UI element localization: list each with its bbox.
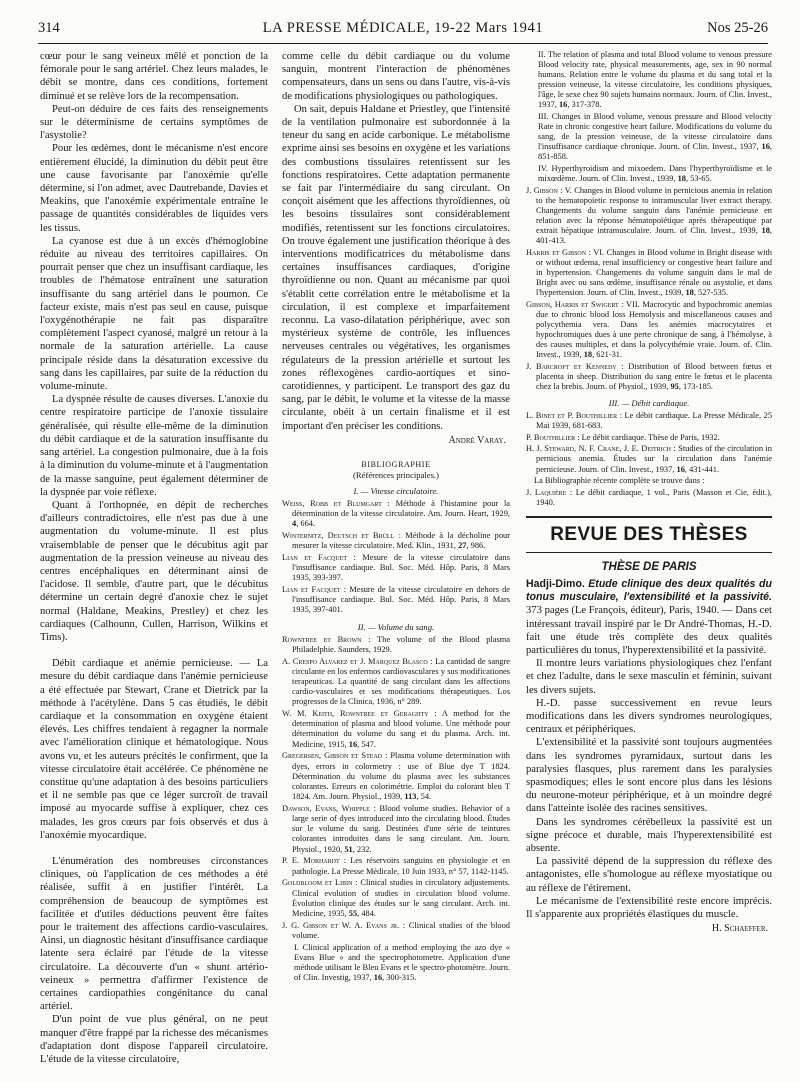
bibliography-subheading: (Références principales.) <box>353 469 439 480</box>
running-header <box>38 18 768 40</box>
section-rule-bottom <box>526 552 772 553</box>
header-rule <box>38 43 768 44</box>
reference-item: P. E. Morhardt : Les réservoirs sanguins en physiologie et en pathologie. La Presse Médicale, 10 Juin 1933, n° 57, 1142-1145. <box>282 856 510 876</box>
reference-item: W. M. Keith, Rowntree et Geraghty : A method for the determination of plasma and blood volume. Une méthode pour détermination du volume du sang et du plasma. Arch. int. Medicine, 1915, 16, 547. <box>282 709 510 749</box>
paragraph: La passivité dépend de la suppression du réflexe des antagonistes, elle s'homologue au réflexe myostatique ou au réflexe de l'étirement. <box>526 856 772 894</box>
column-2 <box>282 50 510 1074</box>
section-subtitle: THÈSE DE PARIS <box>601 560 697 573</box>
section-rule-top <box>526 516 772 518</box>
paragraph: Le mécanisme de l'extensibilité reste encore imprécis. Il s'apparente aux propriétés élastiques du muscle. <box>526 895 772 921</box>
reference-list <box>526 488 772 508</box>
reference-list <box>526 411 772 475</box>
reference-item: Gregersen, Gibson et Stead : Plasma volume determination with dyes, errors in colormetry : use of Blue dye T 1824. Détermination du volume du plasma avec les substances colorantes. Erreurs en colorimétrie. Emploi du colorant bleu T 1824. Am. Journ. Physiol., 1939, 113, 54. <box>282 751 510 802</box>
reference-item: J. G. Gibson et W. A. Evans jr. : Clinical studies of the blood volume. <box>282 920 510 940</box>
thesis-description: 373 pages (Le François, éditeur), Paris, 1940. — Dans cet intéressant travail inspiré par le Dr André-Thomas, H.-D. fait une étude très complète des deux qualités particulières du tonus, l'hyperextensibilité et la passivité. <box>526 605 772 656</box>
reference-item: Gibson, Harris et Swigert : VII. Macrocytic and hypochromic anemias due to chronic blood loss Hemolysis and miscellaneous causes and polycythemia vera. Dans les anémies macrocytaires et hypochromiques dues à une perte chronique de sang, à l'hémolyse, à des causes multiples, et dans la polycythémie vraie. Journ. of. Clin. Invest., 1939, 18, 621-31. <box>526 299 772 360</box>
page-number: 314 <box>38 20 60 36</box>
paragraph: Dans les syndromes cérébelleux la passivité est un signe précoce et durable, mais l'hyperextensibilité est absente. <box>526 816 772 854</box>
reference-item: H. J. Steward, N. F. Crane, J. E. Deitrich : Studies of the circulation in pernicious anemia. Études sur la circulation dans l'anémie pernicieuse. Journ. of Clin. Invest., 1937, 16, 431-441. <box>526 444 772 474</box>
reference-item: Winternitz, Deutsch et Brüll : Méthode à la décholine pour mesurer la vitesse circulatoire. Med. Klin., 1931, 27, 986. <box>282 531 510 551</box>
paragraph: La dyspnée résulte de causes diverses. L'anoxie du centre respiratoire participe de l'anoxie tissulaire généralisée, qui résulte elle-même de la diminution du débit cardiaque et de la saturation insuffisante du sang artériel. La congestion pulmonaire, due à la fois à la diminution du volume-minute et à l'augmentation de la masse sanguine, peut également déterminer de la dyspnée par voie réflexe. <box>40 394 268 498</box>
bibliography-note: La Bibliographie récente complète se trouve dans : <box>534 476 705 486</box>
paragraph: L'extensibilité et la passivité sont toujours augmentées dans les syndromes pyramidaux, surtout dans les paralysies flasques, plus rarement dans les paralysies spasmodiques; elles le sont encore plus dans les lésions du neurone-moteur périphérique, et à un moindre degré dans l'atteinte isolée des racines sensitives. <box>526 737 772 815</box>
paragraph: Débit cardiaque et anémie pernicieuse. — La mesure du débit cardiaque dans l'anémie pernicieuse a été effectuée par Stewart, Crane et Dietrick par la méthode à l'acétylène. Dans 5 cas étudiés, le débit cardiaque et la consommation en oxygène étaient élevés. Les chiffres tendaient à regagner la normale avec l'amélioration clinique et hématologique. Nous avons vu, et les auteurs précités le confirment, que la vitesse circulatoire était accélérée. Ce phénomène ne constitue qu'une adaptation à des besoins particuliers et il ne semble pas que ce léger surcroît de travail imposé au myocarde suffise à expliquer, chez ces malades, les gros cœurs par fois observés et dus à l'anoxémie myocardique. <box>40 658 268 841</box>
reference-subitem: IV. Hyperthyroidism and mixoedem. Dans l'hyperthyroïdisme et le mixœdème. Journ. of Clin. Invest., 1939, 18, 53-65. <box>538 164 772 184</box>
reference-item: Dawson, Evans, Whipple : Blood volume studies. Behavior of a large serie of dyes introduced into the circulating blood. Études sur le volume du sang. Destinées d'une série de teintures colorantes introduites dans le sang circulant. Am. Journ. Physiol., 1920, 51, 232. <box>282 803 510 854</box>
author-signature: André Varay. <box>448 434 506 446</box>
bibliography-section-title: II. — Volume du sang. <box>357 621 435 632</box>
reference-item: Lian et Facquet : Mesure de la vitesse circulatoire dans l'insuffisance cardiaque. Bul. Soc. Méd. Hôp. Paris, 8 Mars 1935, 393-397. <box>282 552 510 583</box>
reference-item: J. Gibson : V. Changes in Blood volume in pernicious anemia in relation to the hematopoietic response to intramuscular liver extract therapy. Changements du volume sanguin dans l'anémie pernicieuse en relation avec la réponse hématopoïétique après thérapeutique par extrait hépatique intramusculaire. Journ. of Clin. Invest., 1939, 18, 401-413. <box>526 185 772 246</box>
reference-item: Lian et Facquet : Mesure de la vitesse circulatoire en dehors de l'insuffisance cardiaque. Bul. Soc. Méd. Hôp. Paris, 8 Mars 1935, 397-401. <box>282 585 510 615</box>
paragraph: H.-D. passe successivement en revue leurs modifications dans les divers syndromes neurologiques, centraux et périphériques. <box>526 697 772 736</box>
reference-sublist <box>526 50 772 184</box>
reference-item: L. Binet et P. Bouthillier : Le débit cardiaque. La Presse Médicale, 25 Mai 1939, 681-683. <box>526 411 772 431</box>
paragraph: Pour les œdèmes, dont le mécanisme n'est encore entièrement élucidé, la diminution du débit peut être une cause favorisante par l'anoxémie qu'elle détermine, si l'on admet, avec Dautrebande, Davies et Meakins, que l'anoxémie expérimentale entraîne le passage de quantités considérables de liquides vers les tissus. <box>40 143 268 234</box>
reference-item: Weiss, Robb et Blumgart : Méthode à l'histamine pour la détermination de la vitesse circulatoire. Am. Journ. Heart, 1929, 4, 664. <box>282 498 510 529</box>
reference-item: Rowntree et Brown : The volume of the Blood plasma Philadelphie. Saunders, 1929. <box>282 634 510 654</box>
paragraph: comme celle du débit cardiaque ou du volume sanguin, montrent l'interaction de phénomènes compensateurs, dans un sens ou dans l'autre, vis-à-vis de modifications physiologiques ou pathologiques. <box>282 51 510 102</box>
reference-item: P. Bouthillier : Le débit cardiaque. Thèse de Paris, 1932. <box>526 432 720 442</box>
reference-subitem: III. Changes in Blood volume, venous pressure and Blood velocity Rate in chronic congestive heart failure. Modifications du volume du sang, de la pression veineuse, de la vitesse circulatoire dans l'insuffisance cardiaque chronique. Journ. of Clin. Invest., 1937, 16, 851-858. <box>538 112 772 162</box>
reference-list <box>282 499 510 616</box>
paragraph: Il montre leurs variations physiologiques chez l'enfant et chez l'adulte, dans le sexe masculin et féminin, suivant les divers sujets. <box>526 658 772 696</box>
column-1 <box>40 50 268 1074</box>
paragraph: cœur pour le sang veineux mêlé et ponction de la fémorale pour le sang artériel. Chez leurs malades, le débit se montre, dans ces conditions, fortement diminué et se relève lors de la recompensation. <box>40 51 268 102</box>
paragraph: L'énumération des nombreuses circonstances cliniques, où l'application de ces méthodes a été réalisée, suffit à en justifier l'intérêt. La compréhension de beaucoup de symptômes est facilitée et d'utiles déductions peuvent être faites pour le traitement des affections cardio-vasculaires. Ainsi, un diagnostic hésitant d'insuffisance cardiaque latente sera éclairé par l'étude de la vitesse circulatoire. La découverte d'un « shunt artério-veineux » permettra d'affirmer l'existence de certaines cardiopathies congénitance du canal artériel. <box>40 855 268 1013</box>
section-title: REVUE DES THÈSES <box>550 523 748 545</box>
bibliography-heading: BIBLIOGRAPHIE <box>361 459 431 469</box>
reference-subitem: I. Clinical application of a method employing the azo dye « Evans Blue » and the spectrophotometre. Application d'une méthode utilisant le Bleu Evans et le spectro-photomètre. Journ. of Clin. Investig, 1937, 16, 300-315. <box>294 942 510 983</box>
thesis-entry <box>526 578 772 657</box>
reference-subitem: II. The relation of plasma and total Blood volume to venous pressure Blood velocity rate, physical measurements, age, sex in 90 normal humans. Relation entre le volume du plasma et du sang total et la pression veineuse, la vitesse circulatoire, les conditions physiques, l'âge, le sexe chez 90 sujets humains normaux. Journ. of Clin. Invest., 1937, 16, 317-378. <box>538 50 772 110</box>
reference-item: J. Barcroft et Kennedy : Distribution of Blood between fœtus et placenta in sheep. Distribution du sang entre le fœtus et le placenta chez la brebis. Journ. of Physiol., 1939, 95, 173-185. <box>526 361 772 391</box>
review-signature: H. Schaeffer. <box>711 923 768 935</box>
column-3 <box>526 50 772 1074</box>
reference-item: A. Crespo Alvarez et J. Marquez Blasco : La cantidad de sangre circulante en los enfermos cardiovasculares y sus modificationes terapeuticas. La quantité de sang circulant dans les affections cardio-vasculaires et ses modifications thérapeutiques. Los progressos de la Clinica, 1936, n° 289. <box>282 656 510 707</box>
bibliography-section-title: III. — Débit cardiaque. <box>608 398 690 409</box>
paragraph: D'un point de vue plus général, on ne peut manquer d'être frappé par la richesse des mécanismes d'adaptation dont dispose l'appareil circulatoire. L'étude de la vitesse circulatoire, <box>40 1014 268 1066</box>
reference-list <box>282 635 510 941</box>
paragraph: Peut-on déduire de ces faits des renseignements sur le déterminisme de certains symptômes de l'asystolie? <box>40 103 268 142</box>
reference-item: Harris et Gibson : VI. Changes in Blood volume in Bright disease with or without œdema, renal insufficiency or congestive heart failure and in hypertension. Changements du volume sanguin dans le mal de Bright avec ou sans œdème, insuffisance rénale ou asystolie, et dans l'hypertension. Journ. of Clin. Invest., 1939, 18, 527-535. <box>526 247 772 298</box>
reference-item: Goldbloom et Libin : Clinical studies in circulatory adjustements. Clinical evolution of studies in circulation blood volume. Évolution clinique des études sur le sang circulant. Arch. int. Medicine, 1935, 55, 484. <box>282 878 510 918</box>
thesis-title: Etude clinique des deux qualités du tonus musculaire, l'extensibilité et la passivité. <box>526 577 772 604</box>
reference-item: J. Laquière : Le débit cardiaque, 1 vol., Paris (Masson et Cie, édit.), 1940. <box>526 487 772 507</box>
paragraph: On sait, depuis Haldane et Priestley, que l'intensité de la ventilation pulmonaire est subordonnée à la teneur du sang en acide carbonique. Le métabolisme exprime ainsi ses besoins en oxygène et les variations des combustions tissulaires retentissent sur les fonctions respiratoires. Cette adaptation permanente se fait par l'intermédiaire du sang circulant. On conçoit aisément que les affections thyroïdiennes, où les besoins tissulaires sont considérablement modifiés, retentissent sur les fonctions circulatoires. On trouve également une justification théorique à des interventions modificatrices du métabolisme dans certaines insuffisances cardiaques, d'origine thyroïdienne ou non. Quant au mécanisme par quoi s'établit cette corrélation entre le métabolisme et la circulation, il est complexe et imparfaitement reconnu. La vaso-dilatation périphérique, avec son mystérieux système de contrôle, les influences nerveuses centrales ou végétatives, les organismes régulateurs de la pression artérielle et surtout les zones réflexogènes cardio-aortiques et sino-carotidiennes, y participent. Le transport des gaz du sang, par le débit, le volume et la vitesse de la masse circulante, obéit à un certain finalisme et il est important d'en préciser les conditions. <box>282 103 510 432</box>
thesis-author: Hadji-Dimo. <box>526 577 585 590</box>
issue-number: Nos 25-26 <box>707 20 768 36</box>
paragraph: La cyanose est due à un excès d'hémoglobine réduite au niveau des territoires capillaires. On pourrait penser que chez un insuffisant cardiaque, les troubles de l'hématose entraînent une saturation insuffisante du sang artériel dans le poumon. Ce facteur existe, mais n'est pas seul en cause, puisque l'oxygénothérapie ne fait pas disparaître complètement l'aspect cyanosé, malgré un retour à la normale de la saturation artérielle. La cause principale réside dans la désaturation excessive du sang dans les capillaires, par suite de la réduction du volume-minute. <box>40 235 268 393</box>
journal-title: LA PRESSE MÉDICALE, 19-22 Mars 1941 <box>262 20 544 36</box>
paragraph: Quant à l'orthopnée, en dépit de recherches d'ailleurs contradictoires, elle n'est pas due à une augmentation du volume-minute. Il est plus vraisemblable de penser que le décubitus agit par augmentation de la pression veineuse au niveau des centres encéphaliques en déterminant ainsi de l'acidose. Il semble, d'autre part, que le décubitus détermine un certain degré d'anoxie chez le sujet normal (Haldane, Meakins, Prestley) et chez les cardiaques (Calhounn, Cullen, Harrison, Wilkins et Tims). <box>40 499 268 643</box>
bibliography-section-title: I. — Vitesse circulatoire. <box>353 485 439 496</box>
reference-list <box>526 186 772 392</box>
